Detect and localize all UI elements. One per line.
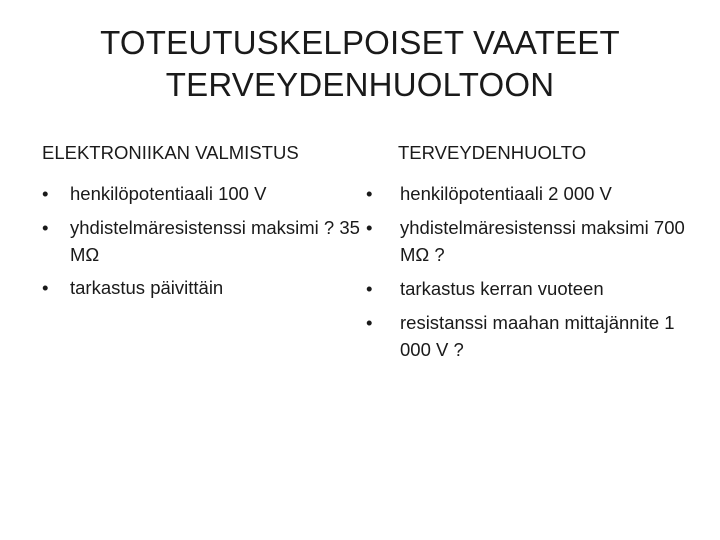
left-bullet-list bbox=[42, 180, 362, 301]
bullet-icon: • bbox=[42, 277, 49, 298]
list-item-text: yhdistelmäresistenssi maksimi 700 MΩ ? bbox=[400, 217, 685, 265]
title-line-2: TERVEYDENHUOLTOON bbox=[165, 66, 555, 103]
list-item bbox=[42, 274, 362, 301]
list-item bbox=[366, 275, 686, 302]
slide-title bbox=[40, 22, 680, 106]
list-item bbox=[366, 214, 686, 268]
bullet-icon: • bbox=[42, 183, 49, 204]
left-column-heading: ELEKTRONIIKAN VALMISTUS bbox=[42, 142, 299, 163]
left-column bbox=[42, 140, 362, 308]
list-item-text: tarkastus kerran vuoteen bbox=[400, 278, 604, 299]
bullet-icon: • bbox=[366, 183, 373, 204]
list-item bbox=[366, 309, 686, 363]
bullet-icon: • bbox=[366, 278, 373, 299]
right-column-heading: TERVEYDENHUOLTO bbox=[398, 142, 587, 163]
list-item bbox=[366, 180, 686, 207]
bullet-icon: • bbox=[42, 217, 49, 238]
right-column bbox=[366, 140, 686, 370]
list-item bbox=[42, 214, 362, 268]
right-bullet-list bbox=[366, 180, 686, 363]
title-line-1: TOTEUTUSKELPOISET VAATEET bbox=[100, 24, 620, 61]
list-item-text: yhdistelmäresistenssi maksimi ? 35 MΩ bbox=[70, 217, 360, 265]
list-item bbox=[42, 180, 362, 207]
list-item-text: henkilöpotentiaali 2 000 V bbox=[400, 183, 612, 204]
list-item-text: tarkastus päivittäin bbox=[70, 277, 224, 298]
list-item-text: resistanssi maahan mittajännite 1 000 V ? bbox=[400, 312, 675, 360]
bullet-icon: • bbox=[366, 217, 373, 238]
list-item-text: henkilöpotentiaali 100 V bbox=[70, 183, 267, 204]
bullet-icon: • bbox=[366, 312, 373, 333]
